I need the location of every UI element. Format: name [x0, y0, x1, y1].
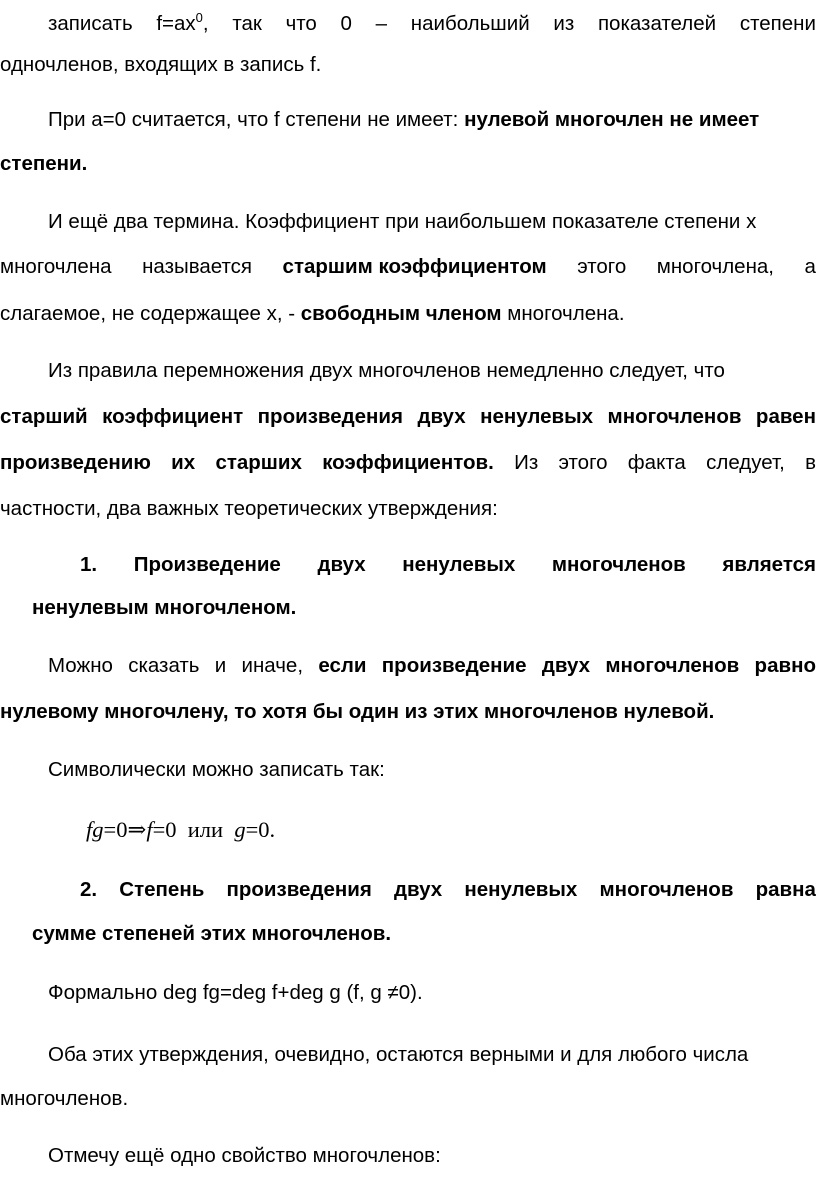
text: многочлена. [501, 302, 625, 325]
formula-operator: =0⇒ [103, 817, 147, 842]
text: Из правила перемножения двух многочленов немедленно следует, что [48, 359, 725, 382]
paragraph-7 [48, 969, 816, 1017]
formula-variable: g [234, 817, 246, 842]
word: равен [755, 405, 816, 428]
text: сумме степеней этих многочленов. [32, 922, 392, 945]
paragraph-6 [48, 746, 816, 794]
text: И ещё два термина. Коэффициент при наибольшем показателе степени x [48, 210, 757, 233]
paragraph-4-line-3 [0, 439, 816, 487]
word: – [375, 12, 388, 35]
list-item-1-line-1 [80, 541, 816, 589]
text: слагаемое, не содержащее x, - [0, 302, 301, 325]
formula-operator: =0 или [152, 817, 235, 842]
text: Символически можно записать так: [48, 758, 385, 781]
word: следует, [706, 451, 785, 474]
paragraph-3-line-2 [0, 243, 816, 291]
paragraph-5-line-1 [48, 642, 816, 690]
paragraph-5-line-2 [0, 688, 816, 736]
text: частности, два важных теоретических утверждения: [0, 497, 498, 520]
word: многочленов [551, 553, 686, 576]
word: Можно [48, 654, 113, 677]
word: многочленов [605, 654, 740, 677]
formula-text: f=ax [156, 12, 196, 35]
word: равно [754, 654, 816, 677]
word: в [805, 451, 816, 474]
bold-text: степени. [0, 152, 88, 175]
text: При a=0 считается, что f степени не имеет: [48, 108, 465, 131]
paragraph-3-line-3 [0, 290, 816, 338]
word: произведения [257, 405, 403, 428]
word: записать [48, 12, 133, 35]
word: произведению [0, 451, 151, 474]
text: Формально deg fg=deg f+deg g (f, g ≠0). [48, 981, 423, 1004]
text: многочленов. [0, 1087, 129, 1110]
word: многочленов [599, 878, 734, 901]
word: Из [514, 451, 539, 474]
word: коэффициент [102, 405, 244, 428]
paragraph-8-line-1 [48, 1031, 816, 1079]
word: сказать [128, 654, 200, 677]
text: Отмечу ещё одно свойство многочленов: [48, 1144, 441, 1167]
word: коэффициентов. [322, 451, 494, 474]
text: нулевому многочлену, то хотя бы один из этих многочленов нулевой. [0, 700, 715, 723]
bold-term: старшим коэффициентом [282, 255, 547, 278]
word: равна [755, 878, 816, 901]
word: так [232, 12, 262, 35]
word: их [171, 451, 196, 474]
paragraph-4-line-1 [48, 347, 816, 395]
word: многочленов [607, 405, 742, 428]
list-number: 1. [80, 553, 98, 576]
word: а [804, 255, 816, 278]
word: и [214, 654, 227, 677]
word: Произведение [133, 553, 281, 576]
word: из [553, 12, 575, 35]
word: старших [215, 451, 302, 474]
word: называется [142, 255, 253, 278]
word: произведения [226, 878, 372, 901]
word: является [722, 553, 816, 576]
paragraph-4-line-2 [0, 393, 816, 441]
word: иначе, [241, 654, 304, 677]
word: наибольший [410, 12, 530, 35]
formula-variable: fg [86, 817, 104, 842]
paragraph-3-line-1 [48, 198, 816, 246]
word: двух [417, 405, 466, 428]
paragraph-2-line-1 [48, 96, 816, 144]
list-item-2-line-1 [80, 866, 816, 914]
word: показателей [597, 12, 717, 35]
word: двух [541, 654, 591, 677]
word: ненулевых [480, 405, 594, 428]
word: многочлена [0, 255, 112, 278]
text: одночленов, входящих в запись f. [0, 53, 322, 76]
word: Степень [119, 878, 205, 901]
word: этого [577, 255, 627, 278]
word: степени [739, 12, 816, 35]
paragraph-2-line-2 [0, 140, 816, 188]
paragraph-9 [48, 1132, 816, 1180]
word: двух [394, 878, 443, 901]
word: двух [317, 553, 366, 576]
word: произведение [381, 654, 527, 677]
paragraph-4-line-4 [0, 485, 816, 533]
paragraph-1-line-2 [0, 41, 816, 89]
text: Оба этих утверждения, очевидно, остаются верными и для любого числа [48, 1043, 749, 1066]
word: ненулевых [402, 553, 516, 576]
word: многочлена, [656, 255, 775, 278]
punctuation: , [202, 12, 209, 35]
word: если [318, 654, 367, 677]
bold-text: нулевой многочлен не имеет [464, 108, 760, 131]
list-number: 2. [80, 878, 98, 901]
text: ненулевым многочленом. [32, 596, 297, 619]
word: факта [627, 451, 686, 474]
formula-variable: f [146, 817, 153, 842]
word: ненулевых [464, 878, 578, 901]
word: этого [558, 451, 608, 474]
formula [86, 808, 275, 852]
word: 0 [340, 12, 352, 35]
word: что [285, 12, 317, 35]
word: старший [0, 405, 88, 428]
bold-term: свободным членом [300, 302, 502, 325]
paragraph-8-line-2 [0, 1075, 816, 1123]
list-item-1-line-2 [32, 584, 816, 632]
formula-operator: =0. [245, 817, 276, 842]
list-item-2-line-2 [32, 910, 816, 958]
superscript: 0 [195, 10, 203, 26]
